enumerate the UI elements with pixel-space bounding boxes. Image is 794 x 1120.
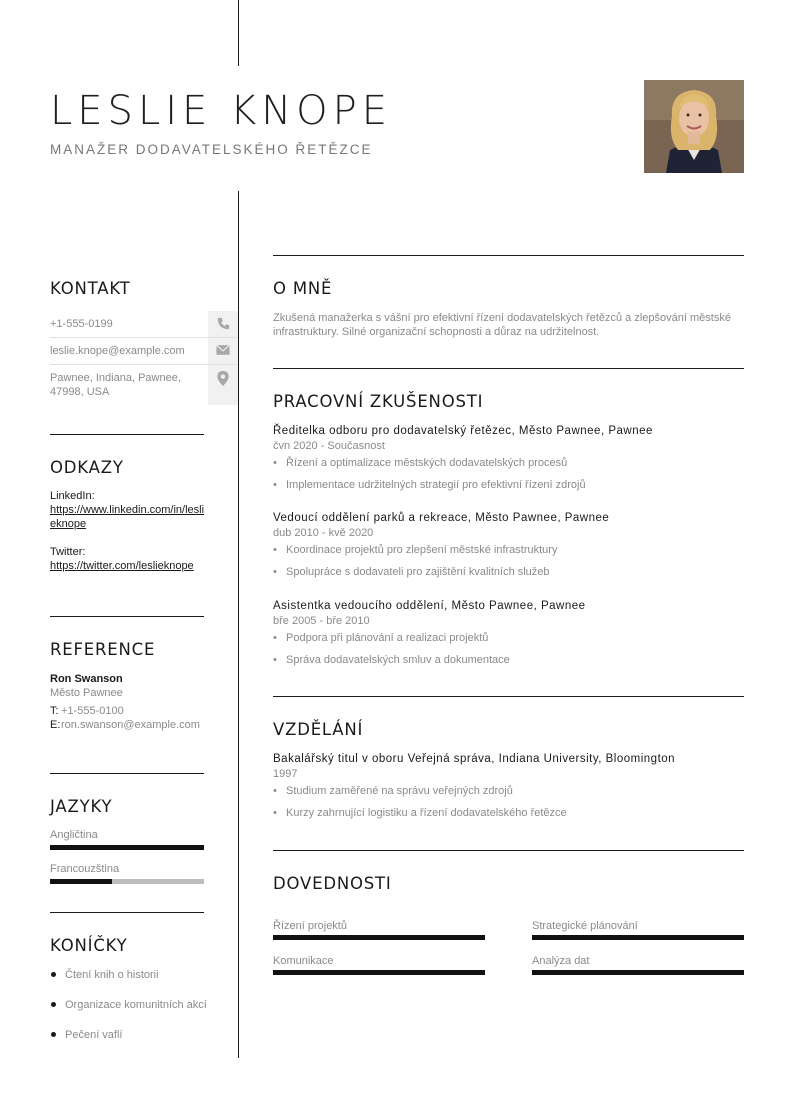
skill-name: Řízení projektů (273, 920, 347, 932)
languages-rule (50, 773, 204, 774)
reference-phone[interactable]: +1-555-0100 (61, 705, 124, 717)
candidate-title: MANAŽER DODAVATELSKÉHO ŘETĚZCE (50, 142, 373, 157)
skill-name: Strategické plánování (532, 920, 638, 932)
language-level-bar (50, 879, 204, 884)
skill-level-fill (532, 970, 744, 975)
education-bullets (273, 784, 744, 820)
skill-name: Analýza dat (532, 955, 590, 967)
hobbies-rule (50, 912, 204, 913)
contact-address: Pawnee, Indiana, Pawnee, 47998, USA (50, 372, 181, 398)
skill-level-fill (273, 970, 485, 975)
contact-phone[interactable]: +1-555-0199 (50, 318, 113, 330)
hobby-item: Organizace komunitních akcí (50, 998, 210, 1012)
job-date: dub 2010 - kvě 2020 (273, 527, 374, 539)
job-bullet: • Řízení a optimalizace městských dodavatelských procesů (273, 456, 744, 470)
reference-email-line (50, 718, 206, 732)
job-bullet: • Podpora při plánování a realizaci projektů (273, 631, 744, 645)
skill-level-bar (273, 935, 485, 940)
education-title: Bakalářský titul v oboru Veřejná správa, Indiana University, Bloomington (273, 753, 676, 765)
languages-heading: JAZYKY (50, 797, 113, 816)
profile-photo (644, 80, 744, 173)
skills-rule (273, 850, 744, 851)
reference-card (50, 672, 206, 732)
job-bullets (273, 543, 744, 579)
job-bullet: • Spolupráce s dodavateli pro zajištění kvalitních služeb (273, 565, 744, 579)
link-twitter-url[interactable]: https://twitter.com/leslieknope (50, 560, 194, 572)
education-date: 1997 (273, 768, 298, 780)
about-rule (273, 255, 744, 256)
skill-level-fill (532, 935, 744, 940)
language-level-bar (50, 845, 204, 850)
candidate-name: LESLIE KNOPE (50, 88, 393, 134)
skill-level-bar (532, 970, 744, 975)
vertical-divider (238, 191, 239, 1058)
job-entry (273, 511, 744, 587)
skill-item (273, 955, 485, 975)
links-rule (50, 434, 204, 435)
job-title: Ředitelka odboru pro dodavatelský řetězec, Město Pawnee, Pawnee (273, 425, 653, 437)
vertical-divider-top (238, 0, 239, 66)
language-level-fill (50, 845, 204, 850)
language-item (50, 863, 204, 884)
reference-phone-key: T: (50, 705, 59, 717)
contact-address-row (50, 365, 238, 405)
reference-name: Ron Swanson (50, 673, 123, 685)
skill-name: Komunikace (273, 955, 334, 967)
links-heading: ODKAZY (50, 458, 124, 477)
contact-heading: KONTAKT (50, 279, 131, 298)
contact-email-row (50, 338, 238, 365)
mail-icon (208, 338, 238, 364)
reference-email-key: E: (50, 719, 61, 731)
experience-heading: PRACOVNÍ ZKUŠENOSTI (273, 392, 484, 411)
job-entry (273, 599, 744, 675)
links-list (50, 489, 206, 587)
hobbies-list (50, 968, 210, 1058)
link-linkedin-url[interactable]: https://www.linkedin.com/in/leslieknope (50, 504, 205, 530)
language-name: Angličtina (50, 829, 98, 841)
skills-heading: DOVEDNOSTI (273, 874, 392, 893)
reference-email[interactable]: ron.swanson@example.com (61, 719, 200, 731)
contact-phone-row (50, 311, 238, 338)
education-entry (273, 752, 744, 828)
location-pin-icon (208, 365, 238, 405)
education-heading: VZDĚLÁNÍ (273, 720, 364, 739)
education-bullet: • Studium zaměřené na správu veřejných zdrojů (273, 784, 744, 798)
link-twitter (50, 545, 206, 573)
job-bullet: • Koordinace projektů pro zlepšení městské infrastruktury (273, 543, 744, 557)
link-linkedin (50, 489, 206, 531)
language-name: Francouzština (50, 863, 120, 875)
job-title: Asistentka vedoucího oddělení, Město Pawnee, Pawnee (273, 600, 586, 612)
reference-heading: REFERENCE (50, 640, 156, 659)
link-twitter-label: Twitter: (50, 546, 86, 558)
contact-email[interactable]: leslie.knope@example.com (50, 345, 185, 357)
job-date: čvn 2020 - Současnost (273, 440, 385, 452)
education-bullet: • Kurzy zahrnující logistiku a řízení dodavatelského řetězce (273, 806, 744, 820)
experience-rule (273, 368, 744, 369)
link-linkedin-label: LinkedIn: (50, 490, 95, 502)
reference-org: Město Pawnee (50, 687, 123, 699)
skill-level-fill (273, 935, 485, 940)
hobbies-heading: KONÍČKY (50, 936, 128, 955)
job-bullets (273, 456, 744, 492)
skill-item (532, 955, 744, 975)
hobby-item: Čtení knih o historii (50, 968, 210, 982)
skill-level-bar (532, 935, 744, 940)
contact-list (50, 311, 238, 405)
education-rule (273, 696, 744, 697)
job-bullet: • Správa dodavatelských smluv a dokumentace (273, 653, 744, 667)
about-heading: O MNĚ (273, 279, 333, 298)
job-title: Vedoucí oddělení parků a rekreace, Město Pawnee, Pawnee (273, 512, 610, 524)
job-bullet: • Implementace udržitelných strategií pro efektivní řízení zdrojů (273, 478, 744, 492)
job-bullets (273, 631, 744, 667)
hobby-item: Pečení vaflí (50, 1028, 210, 1042)
language-level-fill (50, 879, 112, 884)
skill-level-bar (273, 970, 485, 975)
skill-item (532, 920, 744, 940)
phone-icon (208, 311, 238, 337)
portrait-image (644, 80, 744, 173)
job-entry (273, 424, 744, 500)
language-item (50, 829, 204, 850)
job-date: bře 2005 - bře 2010 (273, 615, 370, 627)
about-text: Zkušená manažerka s vášní pro efektivní řízení dodavatelských řetězců a zlepšování městské infrastruktury. Silné organizační schopnosti a důraz na udržitelnost. (273, 312, 731, 338)
reference-phone-line (50, 704, 206, 718)
skill-item (273, 920, 485, 940)
reference-rule (50, 616, 204, 617)
